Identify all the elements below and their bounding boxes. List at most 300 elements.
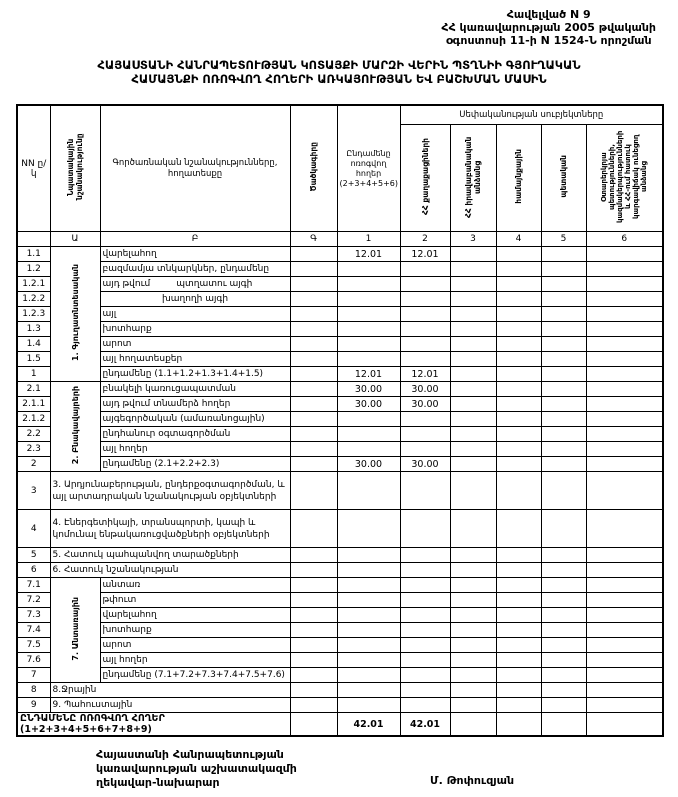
value-cell	[337, 337, 400, 352]
value-cell	[496, 397, 541, 412]
value-cell	[541, 593, 586, 608]
value-cell	[400, 578, 450, 593]
value-cell	[586, 352, 663, 367]
column-header-code-label: Ծածկագիրը	[309, 142, 318, 192]
value-cell	[337, 653, 400, 668]
grand-total-row	[17, 713, 663, 737]
value-cell	[290, 472, 337, 510]
column-header-code	[290, 105, 337, 232]
value-cell	[290, 367, 337, 382]
value-cell	[496, 322, 541, 337]
value-cell	[450, 382, 496, 397]
table-row	[17, 322, 663, 337]
value-cell	[290, 337, 337, 352]
value-cell	[290, 713, 337, 737]
row-label: 3. Արդյունաբերության, ընդերքօգտագործման, և այլ արտադրական նշանակության օբյեկտների	[50, 472, 290, 510]
footer-line-1: Հայաստանի Հանրապետության	[96, 748, 284, 761]
table-row	[17, 623, 663, 638]
value-cell	[496, 510, 541, 548]
value-cell	[586, 367, 663, 382]
value-cell	[496, 593, 541, 608]
value-cell	[450, 608, 496, 623]
value-cell	[541, 638, 586, 653]
col-num-1: Ա	[50, 232, 100, 247]
value-cell	[337, 608, 400, 623]
value-cell	[337, 427, 400, 442]
value-cell	[290, 578, 337, 593]
row-label: արոտ	[100, 337, 290, 352]
column-header-purpose	[50, 105, 100, 232]
row-number: 6	[17, 563, 50, 578]
row-label: արոտ	[100, 638, 290, 653]
footer-office	[96, 748, 297, 790]
value-cell	[290, 623, 337, 638]
value-cell	[496, 608, 541, 623]
row-label: այլ	[100, 307, 290, 322]
value-cell	[496, 412, 541, 427]
row-label: բազմամյա տնկարկներ, ընդամենը	[100, 262, 290, 277]
value-cell: 12.01	[400, 367, 450, 382]
value-cell	[337, 638, 400, 653]
value-cell	[290, 427, 337, 442]
value-cell	[450, 593, 496, 608]
value-cell	[496, 427, 541, 442]
value-cell	[586, 277, 663, 292]
value-cell	[541, 322, 586, 337]
value-cell	[541, 352, 586, 367]
value-cell	[541, 608, 586, 623]
value-cell	[450, 698, 496, 713]
value-cell	[586, 608, 663, 623]
value-cell	[290, 593, 337, 608]
row-number: 7.1	[17, 578, 50, 593]
value-cell	[541, 683, 586, 698]
value-cell	[496, 668, 541, 683]
value-cell	[496, 367, 541, 382]
table-row	[17, 457, 663, 472]
irrigated-lands-table	[16, 104, 664, 737]
value-cell	[290, 548, 337, 563]
row-label: խաղողի այգի	[100, 292, 290, 307]
value-cell	[450, 277, 496, 292]
document-title	[0, 58, 678, 86]
value-cell: 12.01	[400, 247, 450, 262]
value-cell	[337, 277, 400, 292]
row-number: 7.3	[17, 608, 50, 623]
value-cell	[541, 442, 586, 457]
signatory-name: Մ. Թոփուզյան	[430, 774, 515, 787]
value-cell	[337, 578, 400, 593]
value-cell	[400, 510, 450, 548]
value-cell	[496, 472, 541, 510]
value-cell	[541, 563, 586, 578]
table-row	[17, 683, 663, 698]
value-cell	[586, 397, 663, 412]
column-header-nn: NN ը/կ	[17, 105, 50, 232]
table-row	[17, 578, 663, 593]
category-label: 1. Գյուղատնտեսական	[70, 264, 80, 361]
value-cell: 30.00	[400, 457, 450, 472]
value-cell	[337, 322, 400, 337]
column-header-legal-entities	[450, 125, 496, 232]
value-cell	[496, 352, 541, 367]
value-cell	[586, 593, 663, 608]
value-cell	[541, 337, 586, 352]
value-cell	[290, 277, 337, 292]
col-num-4: 1	[337, 232, 400, 247]
value-cell	[290, 397, 337, 412]
value-cell	[450, 563, 496, 578]
table-row	[17, 698, 663, 713]
row-label: 5. Հատուկ պահպանվող տարածքների	[50, 548, 290, 563]
value-cell	[541, 713, 586, 737]
table-row	[17, 593, 663, 608]
value-cell	[450, 262, 496, 277]
value-cell	[586, 262, 663, 277]
value-cell	[541, 427, 586, 442]
value-cell	[586, 337, 663, 352]
value-cell	[450, 412, 496, 427]
column-header-purpose-label: Նպատակային նշանակությունը	[66, 133, 84, 201]
value-cell	[586, 713, 663, 737]
value-cell	[400, 683, 450, 698]
table-row	[17, 307, 663, 322]
value-cell	[450, 427, 496, 442]
row-number: 2.1.2	[17, 412, 50, 427]
value-cell	[450, 653, 496, 668]
col-num-3: Գ	[290, 232, 337, 247]
value-cell	[400, 668, 450, 683]
value-cell	[400, 412, 450, 427]
annex-line-1: Հավելված N 9	[506, 8, 591, 21]
value-cell	[450, 352, 496, 367]
value-cell: 30.00	[337, 397, 400, 412]
value-cell	[450, 548, 496, 563]
value-cell	[337, 563, 400, 578]
value-cell	[290, 608, 337, 623]
value-cell	[541, 247, 586, 262]
footer-line-2: կառավարության աշխատակազմի	[96, 762, 297, 775]
value-cell	[290, 322, 337, 337]
col-num-2: Բ	[100, 232, 290, 247]
row-number: 1.4	[17, 337, 50, 352]
value-cell	[541, 367, 586, 382]
value-cell	[337, 412, 400, 427]
table-row	[17, 668, 663, 683]
value-cell	[450, 668, 496, 683]
row-label: խոտհարք	[100, 623, 290, 638]
value-cell	[337, 668, 400, 683]
value-cell	[586, 698, 663, 713]
value-cell	[290, 352, 337, 367]
value-cell	[400, 277, 450, 292]
header-row-group	[17, 105, 663, 125]
value-cell	[496, 698, 541, 713]
table-row	[17, 247, 663, 262]
value-cell	[450, 292, 496, 307]
row-label: ընդամենը (7.1+7.2+7.3+7.4+7.5+7.6)	[100, 668, 290, 683]
value-cell	[400, 653, 450, 668]
row-label-part1: այդ թվում	[102, 279, 151, 289]
column-header-legal-entities-label: ՀՀ իրավաբանական անձանց	[464, 135, 482, 218]
value-cell	[496, 548, 541, 563]
row-number: 2.1	[17, 382, 50, 397]
row-number: 1.5	[17, 352, 50, 367]
value-cell	[496, 623, 541, 638]
value-cell	[586, 322, 663, 337]
row-label: այլ հողատեսքեր	[100, 352, 290, 367]
value-cell	[586, 412, 663, 427]
column-header-community	[496, 125, 541, 232]
value-cell	[400, 608, 450, 623]
value-cell	[400, 472, 450, 510]
table-row	[17, 548, 663, 563]
value-cell	[290, 457, 337, 472]
value-cell	[586, 653, 663, 668]
value-cell	[541, 510, 586, 548]
row-number: 7.4	[17, 623, 50, 638]
value-cell: 42.01	[400, 713, 450, 737]
col-num-0	[17, 232, 50, 247]
row-number: 2.1.1	[17, 397, 50, 412]
col-num-9: 6	[586, 232, 663, 247]
value-cell	[450, 307, 496, 322]
column-header-citizens	[400, 125, 450, 232]
table-row	[17, 653, 663, 668]
table-row	[17, 397, 663, 412]
value-cell	[541, 653, 586, 668]
value-cell	[541, 623, 586, 638]
value-cell	[290, 638, 337, 653]
value-cell	[450, 713, 496, 737]
row-number: 1.1	[17, 247, 50, 262]
value-cell	[541, 668, 586, 683]
row-label: ընդհանուր օգտագործման	[100, 427, 290, 442]
table-row	[17, 563, 663, 578]
table-row	[17, 412, 663, 427]
annex-line-3: օգոստոսի 11-ի N 1524-Ն որոշման	[445, 34, 652, 47]
value-cell	[290, 698, 337, 713]
value-cell	[586, 382, 663, 397]
col-num-7: 4	[496, 232, 541, 247]
row-number: 9	[17, 698, 50, 713]
value-cell	[337, 593, 400, 608]
row-number: 2.2	[17, 427, 50, 442]
value-cell	[450, 457, 496, 472]
value-cell	[496, 653, 541, 668]
category-cell	[50, 382, 100, 472]
value-cell	[496, 713, 541, 737]
row-label: 9. Պահուստային	[50, 698, 290, 713]
value-cell	[541, 307, 586, 322]
value-cell	[400, 307, 450, 322]
value-cell	[290, 563, 337, 578]
table-row	[17, 292, 663, 307]
value-cell	[450, 247, 496, 262]
value-cell	[450, 510, 496, 548]
value-cell	[496, 292, 541, 307]
value-cell	[450, 367, 496, 382]
value-cell	[496, 442, 541, 457]
value-cell	[290, 510, 337, 548]
value-cell	[541, 548, 586, 563]
value-cell	[586, 578, 663, 593]
value-cell	[400, 427, 450, 442]
value-cell	[400, 638, 450, 653]
column-numbering-row	[17, 232, 663, 247]
value-cell: 30.00	[400, 382, 450, 397]
category-cell	[50, 247, 100, 382]
value-cell	[337, 307, 400, 322]
column-header-foreign	[586, 125, 663, 232]
value-cell	[400, 322, 450, 337]
row-label: բնակելի կառուցապատման	[100, 382, 290, 397]
table-row	[17, 442, 663, 457]
table-row	[17, 510, 663, 548]
value-cell	[337, 548, 400, 563]
value-cell	[337, 352, 400, 367]
value-cell	[541, 382, 586, 397]
table-row	[17, 638, 663, 653]
value-cell	[337, 472, 400, 510]
value-cell	[290, 442, 337, 457]
value-cell	[496, 247, 541, 262]
value-cell: 12.01	[337, 367, 400, 382]
value-cell	[337, 292, 400, 307]
value-cell	[586, 457, 663, 472]
document-title-line-1: ՀԱՅԱՍՏԱՆԻ ՀԱՆՐԱՊԵՏՈՒԹՅԱՆ ԿՈՏԱՅՔԻ ՄԱՐԶԻ ՎԵՐԻՆ ՊՏՂՆԻԻ ԳՅՈՒՂԱԿԱՆ	[97, 58, 581, 72]
column-header-state-label: պետական	[559, 155, 568, 198]
value-cell	[586, 638, 663, 653]
category-cell	[50, 578, 100, 683]
value-cell	[290, 247, 337, 262]
row-number: 1.2.2	[17, 292, 50, 307]
column-header-functional: Գործառնական նշանակությունները, հողատեսքը	[100, 105, 290, 232]
value-cell	[586, 623, 663, 638]
value-cell	[290, 683, 337, 698]
value-cell	[290, 382, 337, 397]
value-cell: 30.00	[337, 457, 400, 472]
table-row	[17, 262, 663, 277]
col-num-6: 3	[450, 232, 496, 247]
table-row	[17, 337, 663, 352]
value-cell	[541, 412, 586, 427]
value-cell	[337, 683, 400, 698]
value-cell	[541, 578, 586, 593]
value-cell	[450, 322, 496, 337]
value-cell	[586, 307, 663, 322]
row-number: 4	[17, 510, 50, 548]
column-header-state	[541, 125, 586, 232]
value-cell	[586, 683, 663, 698]
row-label: վարելահող	[100, 247, 290, 262]
value-cell	[541, 457, 586, 472]
value-cell	[400, 442, 450, 457]
row-label: այլ հողեր	[100, 653, 290, 668]
value-cell	[496, 578, 541, 593]
value-cell	[290, 653, 337, 668]
value-cell	[541, 698, 586, 713]
table-row	[17, 277, 663, 292]
value-cell	[496, 307, 541, 322]
value-cell: 42.01	[337, 713, 400, 737]
row-label	[100, 277, 290, 292]
table-row	[17, 427, 663, 442]
value-cell	[496, 638, 541, 653]
row-label: 4. Էներգետիկայի, տրանսպորտի, կապի և կոմունալ ենթակառուցվածքների օբյեկտների	[50, 510, 290, 548]
row-label: վարելահող	[100, 608, 290, 623]
row-label: 8.Ջրային	[50, 683, 290, 698]
column-header-ownership-group: Սեփականության սուբյեկտները	[400, 105, 663, 125]
value-cell	[400, 698, 450, 713]
value-cell	[337, 623, 400, 638]
value-cell	[541, 277, 586, 292]
table-row	[17, 382, 663, 397]
row-number: 7.2	[17, 593, 50, 608]
row-number: 5	[17, 548, 50, 563]
row-label: այգեգործական (ամառանոցային)	[100, 412, 290, 427]
row-number: 2.3	[17, 442, 50, 457]
value-cell	[290, 292, 337, 307]
table-row	[17, 472, 663, 510]
col-num-5: 2	[400, 232, 450, 247]
footer-line-3: ղեկավար-նախարար	[96, 776, 220, 789]
row-number: 1.2.3	[17, 307, 50, 322]
value-cell	[337, 698, 400, 713]
row-number: 1	[17, 367, 50, 382]
value-cell	[400, 548, 450, 563]
value-cell	[290, 307, 337, 322]
value-cell	[450, 578, 496, 593]
row-label-part2: պտղատու այգի	[176, 279, 253, 289]
value-cell	[400, 623, 450, 638]
row-label: ԸՆԴԱՄԵՆԸ ՈՌՈԳՎՈՂ ՀՈՂԵՐ (1+2+3+4+5+6+7+8+9)	[17, 713, 290, 737]
value-cell	[400, 337, 450, 352]
value-cell	[496, 262, 541, 277]
value-cell	[586, 548, 663, 563]
row-label: այդ թվում տնամերձ հողեր	[100, 397, 290, 412]
table-body	[17, 247, 663, 737]
value-cell	[541, 472, 586, 510]
column-header-citizens-label: ՀՀ քաղաքացիների	[420, 138, 430, 215]
value-cell	[450, 623, 496, 638]
row-number: 7.6	[17, 653, 50, 668]
value-cell	[290, 262, 337, 277]
value-cell	[450, 638, 496, 653]
value-cell	[450, 337, 496, 352]
value-cell	[496, 563, 541, 578]
value-cell	[496, 337, 541, 352]
value-cell	[450, 442, 496, 457]
value-cell	[290, 412, 337, 427]
row-number: 1.2.1	[17, 277, 50, 292]
value-cell	[586, 442, 663, 457]
row-number: 1.2	[17, 262, 50, 277]
row-label: խոտհարք	[100, 322, 290, 337]
row-number: 3	[17, 472, 50, 510]
value-cell	[586, 510, 663, 548]
value-cell	[586, 292, 663, 307]
row-label: անտառ	[100, 578, 290, 593]
value-cell	[586, 247, 663, 262]
column-header-foreign-label: Օտարերկրյա պետությունների, կազմակերպությունների և ՀՀ-ում հատուկ կարգավիճակ ունեցող անձանց	[600, 130, 649, 223]
category-label: 7. Անտառային	[70, 596, 80, 661]
value-cell	[586, 427, 663, 442]
value-cell	[586, 472, 663, 510]
value-cell	[450, 472, 496, 510]
value-cell	[496, 683, 541, 698]
value-cell	[450, 397, 496, 412]
